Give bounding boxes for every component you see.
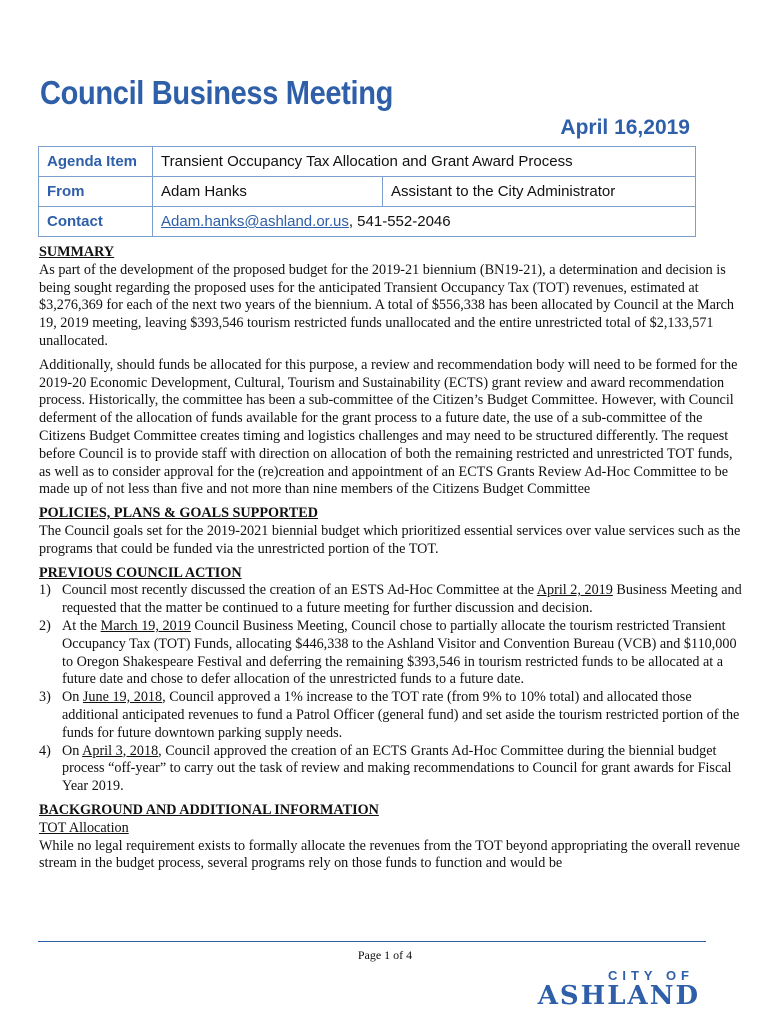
background-text: While no legal requirement exists to formally allocate the revenues from the TOT beyond appropriating the overall revenue stream in the budget process, several programs rely on those funds to function and would be xyxy=(39,837,740,872)
list-item-number: 2) xyxy=(39,617,51,634)
list-item-text: Council Business Meeting, Council chose to partially allocate the tourism restricted Transient Occupancy Tax (TOT) Funds, allocating $446,338 to the Ashland Visitor and Convention Bureau (VCB) and $110,000 to Oregon Shakespeare Festival and deferring the remaining $393,546 in tourism restricted funds to be allocated at a future date and chose to defer allocation of the unrestricted funds to a future date. xyxy=(62,617,737,688)
contact-label: Contact xyxy=(39,207,153,237)
background-heading: BACKGROUND AND ADDITIONAL INFORMATION xyxy=(39,801,379,818)
list-item-date: April 3, 2018 xyxy=(82,742,159,759)
list-item-date: April 2, 2019 xyxy=(536,582,613,599)
list-item-text: , Council approved the creation of an ECTS Grants Ad-Hoc Committee during the biennial budget process “off-year” to carry out the task of review and making recommendations to Council for grant awards for Fiscal Year 2019. xyxy=(62,742,732,795)
list-item-text: At the xyxy=(62,617,101,634)
summary-paragraph-2: Additionally, should funds be allocated for this purpose, a review and recommendation body will need to be formed for the 2019-20 Economic Development, Cultural, Tourism and Sustainability (ECTS) grant review and award recommendation process. Historically, the committee has been a sub-committee of the Citizen’s Budget Committee. However, with Council deferment of the allocation of funds available for the grant process to a future date, the use of a sub-committee of the Citizens Budget Committee creates timing and logistics challenges and may need to be structured differently. The request before Council is to provide staff with direction on allocation of both the remaining restricted and unrestricted TOT funds, as well as to consider approval for the (re)creation and appointment of an ECTS Grants Review Ad-Hoc Committee to be made up of not less than five and not more than nine members of the Citizens Budget Committee xyxy=(39,356,738,498)
list-item xyxy=(39,689,747,742)
summary-paragraph-1: As part of the development of the proposed budget for the 2019-21 biennium (BN19-21), a determination and decision is being sought regarding the proposed uses for the anticipated Transient Occupancy Tax (TOT) revenues, estimated at $3,276,369 for each of the next two years of the biennium. A total of $556,338 has been allocated by Council at the March 19, 2019 meeting, leaving $393,546 tourism restricted funds unallocated and the entire unrestricted total of $2,133,571 unallocated. xyxy=(39,261,735,349)
city-logo xyxy=(538,968,700,1009)
document-body xyxy=(39,242,747,873)
from-title: Assistant to the City Administrator xyxy=(383,177,696,207)
agenda-info-table xyxy=(38,146,696,237)
meeting-date: April 16,2019 xyxy=(560,116,690,139)
summary-heading: SUMMARY xyxy=(39,244,115,260)
list-item xyxy=(39,582,747,618)
from-row xyxy=(39,177,696,207)
agenda-item-label: Agenda Item xyxy=(39,147,153,177)
list-item xyxy=(39,618,747,689)
list-item-text: Council most recently discussed the creation of an ESTS Ad-Hoc Committee at the xyxy=(62,582,537,599)
page-number: Page 1 of 4 xyxy=(357,948,413,962)
logo-city-of: CITY OF xyxy=(607,968,694,983)
logo-ashland: ASHLAND xyxy=(537,981,700,1011)
footer-divider xyxy=(38,941,706,942)
policies-text: The Council goals set for the 2019-2021 biennial budget which prioritized essential services over value services such as the programs that could be funded via the unrestricted portion of the TOT. xyxy=(39,522,741,557)
list-item-date: March 19, 2019 xyxy=(100,617,191,634)
page-title: Council Business Meeting xyxy=(40,74,394,111)
previous-action-list xyxy=(39,582,747,796)
list-item-number: 4) xyxy=(39,742,51,759)
from-label: From xyxy=(39,177,153,207)
list-item-date: June 19, 2018 xyxy=(82,689,163,706)
contact-email-link[interactable]: Adam.hanks@ashland.or.us xyxy=(161,213,349,230)
list-item-text: Business Meeting and requested that the matter be continued to a future meeting for further discussion and decision. xyxy=(62,582,742,617)
list-item xyxy=(39,743,747,796)
list-item-number: 3) xyxy=(39,689,51,706)
policies-heading: POLICIES, PLANS & GOALS SUPPORTED xyxy=(39,505,318,522)
agenda-row xyxy=(39,147,696,177)
contact-phone: , 541-552-2046 xyxy=(348,213,451,230)
agenda-item-value: Transient Occupancy Tax Allocation and Grant Award Process xyxy=(153,147,696,177)
previous-action-heading: PREVIOUS COUNCIL ACTION xyxy=(39,564,242,581)
list-item-text: On xyxy=(62,689,83,706)
background-subheading: TOT Allocation xyxy=(39,819,129,836)
list-item-text: , Council approved a 1% increase to the TOT rate (from 9% to 10% total) and allocated those additional anticipated revenues to fund a Patrol Officer (general fund) and set aside the tourism restricted portion of the funds for future downtown parking supply needs. xyxy=(62,689,740,741)
list-item-number: 1) xyxy=(39,582,51,599)
list-item-text: On xyxy=(62,742,83,759)
from-name: Adam Hanks xyxy=(153,177,383,207)
contact-value xyxy=(153,207,696,237)
contact-row xyxy=(39,207,696,237)
